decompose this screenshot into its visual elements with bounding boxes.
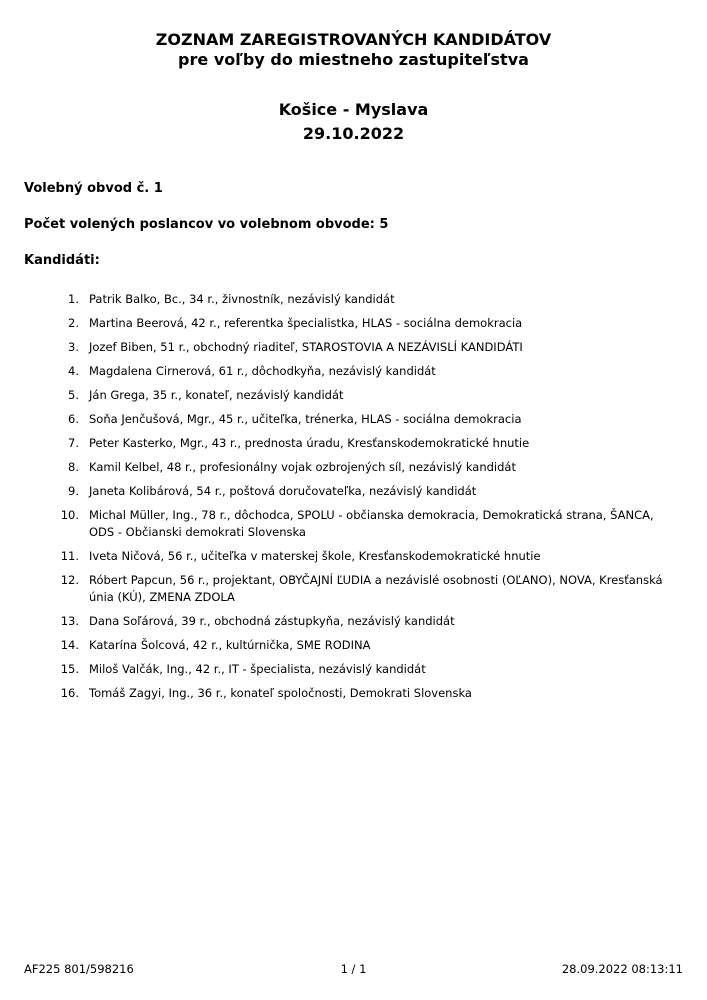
candidate-number: 9. [68,484,79,498]
footer-page-indicator: 1 / 1 [340,962,367,976]
candidate-number: 8. [68,460,79,474]
candidate-details: Martina Beerová, 42 r., referentka špecialistka, HLAS - sociálna demokracia [89,316,523,330]
candidate-number: 3. [68,340,79,354]
candidate-details: Jozef Biben, 51 r., obchodný riaditeľ, STAROSTOVIA A NEZÁVISLÍ KANDIDÁTI [89,340,523,354]
candidate-item [0,572,707,606]
candidate-item [0,387,707,404]
candidate-details: Janeta Kolibárová, 54 r., poštová doručovateľka, nezávislý kandidát [89,484,477,498]
candidate-details: Ján Grega, 35 r., konateľ, nezávislý kandidát [89,388,344,402]
candidate-item [0,435,707,452]
candidate-details: Soňa Jenčušová, Mgr., 45 r., učiteľka, trénerka, HLAS - sociálna demokracia [89,412,522,426]
footer-document-code: AF225 801/598216 [24,962,134,976]
candidate-item [0,411,707,428]
municipality-name: Košice - Myslava [278,100,429,119]
candidate-details: Tomáš Zagyi, Ing., 36 r., konateľ spoločnosti, Demokrati Slovenska [89,686,472,700]
candidate-details: Katarína Šolcová, 42 r., kultúrnička, SME RODINA [89,638,371,652]
candidate-number: 4. [68,364,79,378]
candidate-item [0,339,707,356]
candidate-list [0,291,707,709]
candidate-item [0,363,707,380]
candidate-item [0,291,707,308]
candidate-details: Magdalena Cirnerová, 61 r., dôchodkyňa, nezávislý kandidát [89,364,436,378]
candidate-item [0,459,707,476]
candidate-number: 10. [60,508,79,522]
candidate-details: Iveta Ničová, 56 r., učiteľka v materskej škole, Kresťanskodemokratické hnutie [89,549,541,563]
candidate-item [0,548,707,565]
candidate-number: 13. [60,614,79,628]
document-subtitle: pre voľby do miestneho zastupiteľstva [178,50,529,69]
candidate-details: Róbert Papcun, 56 r., projektant, OBYČAJNÍ ĽUDIA a nezávislé osobnosti (OĽANO), NOVA, Kresťanská únia (KÚ), ZMENA ZDOLA [89,573,663,604]
candidates-heading: Kandidáti: [24,253,100,268]
candidate-item [0,315,707,332]
candidate-item [0,507,707,541]
candidate-item [0,685,707,702]
candidate-item [0,661,707,678]
candidate-item [0,613,707,630]
election-date: 29.10.2022 [302,124,405,143]
candidate-item [0,483,707,500]
candidate-item [0,637,707,654]
candidate-number: 6. [68,412,79,426]
candidate-number: 2. [68,316,79,330]
candidate-details: Michal Müller, Ing., 78 r., dôchodca, SPOLU - občianska demokracia, Demokratická strana, ŠANCA, ODS - Občianski demokrati Slovenska [89,508,654,539]
document-title: ZOZNAM ZAREGISTROVANÝCH KANDIDÁTOV [155,30,552,49]
candidate-details: Peter Kasterko, Mgr., 43 r., prednosta úradu, Kresťanskodemokratické hnutie [89,436,530,450]
candidate-number: 14. [60,638,79,652]
candidate-number: 5. [68,388,79,402]
footer-printed-timestamp: 28.09.2022 08:13:11 [561,962,683,976]
candidate-number: 12. [60,573,79,587]
candidate-details: Dana Soľárová, 39 r., obchodná zástupkyňa, nezávislý kandidát [89,614,455,628]
candidate-number: 16. [60,686,79,700]
candidate-details: Patrik Balko, Bc., 34 r., živnostník, nezávislý kandidát [89,292,395,306]
district-label: Volebný obvod č. 1 [24,181,163,196]
seats-count-label: Počet volených poslancov vo volebnom obvode: 5 [24,217,389,232]
candidate-number: 15. [60,662,79,676]
candidate-details: Miloš Valčák, Ing., 42 r., IT - špecialista, nezávislý kandidát [89,662,426,676]
candidate-details: Kamil Kelbel, 48 r., profesionálny vojak ozbrojených síl, nezávislý kandidát [89,460,516,474]
candidate-number: 11. [60,549,79,563]
candidate-number: 7. [68,436,79,450]
candidate-number: 1. [68,292,79,306]
